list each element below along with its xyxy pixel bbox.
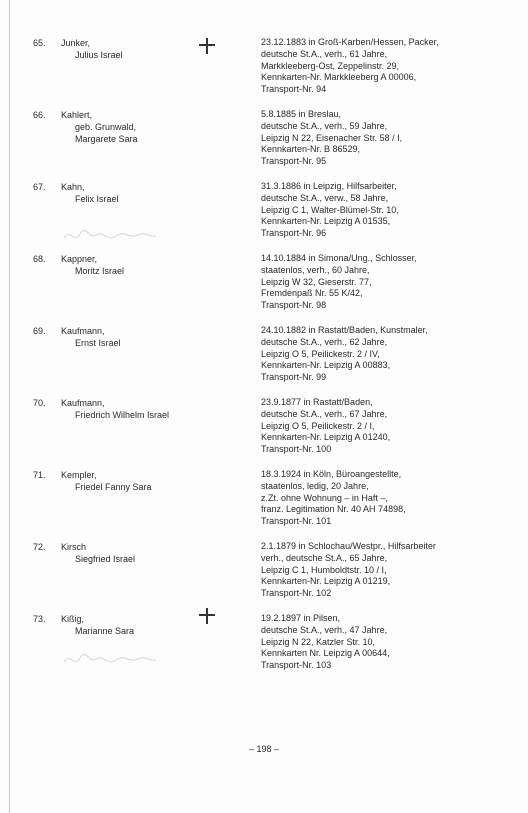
entry-detail-line: Kennkarten-Nr. Leipzig A 01219, — [261, 576, 391, 587]
entry-details — [261, 397, 523, 456]
page-edge-line — [9, 0, 10, 813]
entry-detail-line: Leipzig C 1, Humboldtstr. 10 / I, — [261, 564, 387, 575]
entry-details — [261, 541, 523, 600]
entry-detail-line: Markkleeberg-Ost, Zeppelinstr. 29, — [261, 60, 400, 71]
entry-detail-line: deutsche St.A., verw., 58 Jahre, — [261, 192, 389, 203]
entry-detail-line: Transport-Nr. 94 — [261, 84, 327, 95]
entry-detail-line: 23.12.1883 in Groß-Karben/Hessen, Packer, — [261, 37, 439, 47]
entry-details — [261, 181, 523, 240]
entry-name-line: Kaufmann, — [61, 398, 105, 408]
entry-name-line: Siegfried Israel — [75, 554, 136, 564]
entry-detail-line: Kennkarten-Nr. Markkleeberg A 00006, — [261, 72, 417, 83]
entry-name-line: Kaufmann, — [61, 326, 105, 336]
entry-number: 65. — [33, 38, 46, 48]
entry-name — [61, 469, 152, 493]
page-number: – 198 – — [248, 744, 280, 754]
entry-detail-line: Kennkarten-Nr. Leipzig A 01535, — [261, 216, 391, 227]
entry-detail-line: deutsche St.A., verh., 67 Jahre, — [261, 408, 388, 419]
entry-name-line: Felix Israel — [75, 194, 119, 204]
entry-detail-line: Transport-Nr. 102 — [261, 588, 332, 599]
entry-details — [261, 109, 523, 168]
entry-number: 72. — [33, 542, 46, 552]
entry-name-line: Marianne Sara — [75, 626, 135, 636]
entry-name — [61, 109, 138, 145]
entry-detail-line: 19.2.1897 in Pilsen, — [261, 613, 341, 623]
entry-details — [261, 253, 523, 312]
entry-name — [61, 613, 134, 637]
entry-name-line: Kißig, — [61, 614, 85, 624]
entry-detail-line: verh., deutsche St.A., 65 Jahre, — [261, 552, 388, 563]
entry-detail-line: Leipzig O 5, Peilickestr. 2 / IV, — [261, 348, 380, 359]
entry-name — [61, 541, 135, 565]
entry-details — [261, 613, 523, 672]
entry-number: 73. — [33, 614, 46, 624]
entry-detail-line: Transport-Nr. 99 — [261, 372, 327, 383]
entry-name-line: Moritz Israel — [75, 266, 125, 276]
entry-detail-line: 18.3.1924 in Köln, Büroangestellte, — [261, 469, 402, 479]
entry-number: 71. — [33, 470, 46, 480]
entry-detail-line: franz. Legitimation Nr. 40 AH 74898, — [261, 504, 406, 515]
entry-detail-line: Transport-Nr. 103 — [261, 660, 332, 671]
entry-details — [261, 469, 523, 528]
entry-name-line: Kahn, — [61, 182, 85, 192]
entry-detail-line: Transport-Nr. 98 — [261, 300, 327, 311]
entry-detail-line: deutsche St.A., verh., 62 Jahre, — [261, 336, 388, 347]
entry-detail-line: 31.3.1886 in Leipzig, Hilfsarbeiter, — [261, 181, 397, 191]
entry-detail-line: Kennkarten-Nr. Leipzig A 00883, — [261, 360, 391, 371]
entry-name-line: Friedel Fanny Sara — [75, 482, 152, 492]
entry-detail-line: deutsche St.A., verh., 61 Jahre, — [261, 48, 388, 59]
entry-name-line: Ernst Israel — [75, 338, 121, 348]
entry-detail-line: deutsche St.A., verh., 59 Jahre, — [261, 120, 388, 131]
entry-detail-line: Kennkarten-Nr. Leipzig A 01240, — [261, 432, 391, 443]
entry-detail-line: deutsche St.A., verh., 47 Jahre, — [261, 624, 388, 635]
cross-mark-icon — [199, 38, 215, 54]
entry-number: 67. — [33, 182, 46, 192]
entry-detail-line: Leipzig N 22, Eisenacher Str. 58 / I, — [261, 132, 403, 143]
entry-detail-line: z.Zt. ohne Wohnung – in Haft –, — [261, 492, 388, 503]
entry-detail-line: Transport-Nr. 101 — [261, 516, 332, 527]
entry-name-line: Kirsch — [61, 542, 87, 552]
entry-name-line: Kahlert, — [61, 110, 93, 120]
faint-signature-icon — [60, 650, 160, 670]
entry-name-line: Kappner, — [61, 254, 98, 264]
entry-name-line: Junker, — [61, 38, 91, 48]
entry-detail-line: 23.9.1877 in Rastatt/Baden, — [261, 397, 373, 407]
entry-detail-line: Leipzig W 32, Gieserstr. 77, — [261, 276, 372, 287]
entry-number: 70. — [33, 398, 46, 408]
entry-number: 68. — [33, 254, 46, 264]
entry-detail-line: 2.1.1879 in Schlochau/Westpr., Hilfsarbeiter — [261, 541, 436, 551]
entry-number: 66. — [33, 110, 46, 120]
entry-number: 69. — [33, 326, 46, 336]
entry-details — [261, 37, 523, 96]
cross-mark-icon — [199, 608, 215, 624]
faint-signature-icon — [60, 226, 160, 246]
entry-name-line: Kempler, — [61, 470, 97, 480]
entry-detail-line: 14.10.1884 in Simona/Ung., Schlosser, — [261, 253, 417, 263]
entry-name-line: geb. Grunwald, — [75, 122, 137, 132]
entry-detail-line: Leipzig O 5, Peilickestr. 2 / I, — [261, 420, 375, 431]
entry-detail-line: Leipzig N 22, Katzler Str. 10, — [261, 636, 376, 647]
entry-name — [61, 181, 119, 205]
entry-detail-line: Transport-Nr. 96 — [261, 228, 327, 239]
entry-detail-line: staatenlos, verh., 60 Jahre, — [261, 264, 370, 275]
entry-detail-line: Transport-Nr. 100 — [261, 444, 332, 455]
entry-name-line: Julius Israel — [75, 50, 123, 60]
entry-name-line: Friedrich Wilhelm Israel — [75, 410, 170, 420]
entry-name-line: Margarete Sara — [75, 134, 138, 144]
entry-details — [261, 325, 523, 384]
entry-detail-line: Kennkarten Nr. Leipzig A 00644, — [261, 648, 390, 659]
entry-detail-line: staatenlos, ledig, 20 Jahre, — [261, 480, 369, 491]
entry-detail-line: Transport-Nr. 95 — [261, 156, 327, 167]
entry-detail-line: Kennkarten-Nr. B 86529, — [261, 144, 361, 155]
entry-detail-line: 5.8.1885 in Breslau, — [261, 109, 342, 119]
entry-detail-line: Leipzig C 1, Walter-Blümel-Str. 10, — [261, 204, 399, 215]
entry-name — [61, 397, 169, 421]
entry-name — [61, 325, 121, 349]
entry-name — [61, 37, 123, 61]
entry-detail-line: Fremdenpaß Nr. 55 K/42, — [261, 288, 363, 299]
entry-name — [61, 253, 124, 277]
entry-detail-line: 24.10.1882 in Rastatt/Baden, Kunstmaler, — [261, 325, 428, 335]
